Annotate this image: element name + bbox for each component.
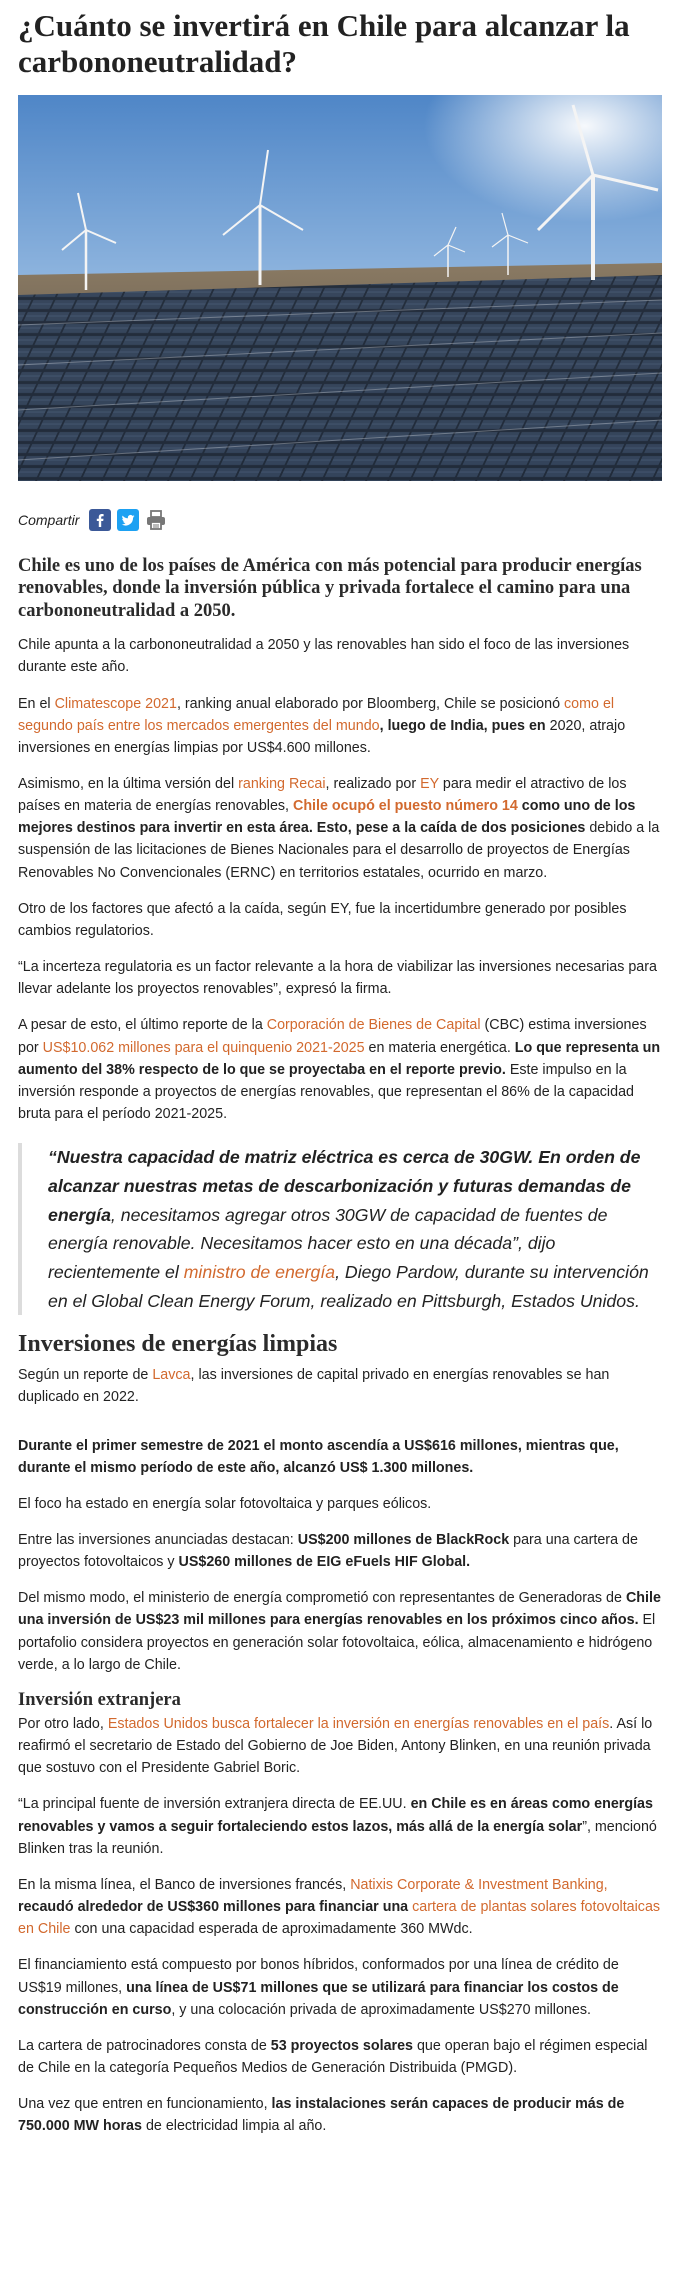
paragraph-2: En el Climatescope 2021, ranking anual elaborado por Bloomberg, Chile se posicionó como el segundo país entre los mercados emergentes del mundo, luego de India, pues en 2020, atrajo inversiones en energías limpias por US$4.600 millones. (18, 695, 626, 756)
ey-link[interactable]: EY (420, 776, 439, 792)
article (0, 8, 680, 2137)
paragraph-9: El foco ha estado en energía solar fotovoltaica y parques eólicos. (18, 1495, 432, 1512)
paragraph-11: Del mismo modo, el ministerio de energía comprometió con representantes de Generadoras de Chile una inversión de US$23 mil millones para energías renovables en los próximos cinco años. El portafolio considera proyectos en generación solar fotovoltaica, eólica, almacenamiento e hidrógeno verde, a lo largo de Chile. (18, 1590, 661, 1673)
cbc-link[interactable]: Corporación de Bienes de Capital (266, 1017, 481, 1034)
paragraph-17: Una vez que entren en funcionamiento, las instalaciones serán capaces de producir más de 750.000 MW horas de electricidad limpia al año. (18, 2096, 625, 2135)
ranking-recai-link[interactable]: ranking Recai (238, 776, 326, 792)
paragraph-15: El financiamiento está compuesto por bonos híbridos, conformados por una línea de crédito de US$19 millones, una línea de US$71 millones que se utilizará para financiar los costos de construcción en curso, y una colocación privada de aproximadamente US$270 millones. (18, 1957, 619, 2018)
paragraph-4: Otro de los factores que afectó a la caída, según EY, fue la incertidumbre generado por posibles cambios regulatorios. (18, 900, 627, 939)
paragraph-8: Durante el primer semestre de 2021 el monto ascendía a US$616 millones, mientras que, durante el mismo período de este año, alcanzó US$ 1.300 millones. (18, 1437, 619, 1476)
paragraph-14: En la misma línea, el Banco de inversiones francés, Natixis Corporate & Investment Banking, recaudó alrededor de US$360 millones para financiar una cartera de plantas solares fotovoltaicas en Chile con una capacidad esperada de aproximadamente 360 MWdc. (18, 1876, 661, 1938)
section-heading-inversiones: Inversiones de energías limpias (18, 1331, 338, 1358)
page-title: ¿Cuánto se invertirá en Chile para alcanzar la carbononeutralidad? (18, 8, 630, 80)
paragraph-16: La cartera de patrocinadores consta de 53 proyectos solares que operan bajo el régimen especial de Chile en la categoría Pequeños Medios de Generación Distribuida (PMGD). (18, 2037, 648, 2076)
facebook-icon[interactable] (89, 509, 111, 531)
pull-quote: “Nuestra capacidad de matriz eléctrica es cerca de 30GW. En orden de alcanzar nuestras metas de descarbonización y futuras demandas de energía, necesitamos agregar otros 30GW de capacidad de fuentes de energía renovable. Necesitamos hacer esto en una década”, dijo recientemente el ministro de energía, Diego Pardow, durante su intervención en el Global Clean Energy Forum, realizado en Pittsburgh, Estados Unidos. (18, 1143, 662, 1315)
print-icon[interactable] (145, 509, 167, 531)
estados-unidos-link[interactable]: Estados Unidos busca fortalecer la inversión en energías renovables en el país (107, 1715, 610, 1732)
paragraph-7: Según un reporte de Lavca, las inversiones de capital privado en energías renovables se han duplicado en 2022. (18, 1367, 610, 1406)
paragraph-13: “La principal fuente de inversión extranjera directa de EE.UU. en Chile es en áreas como energías renovables y vamos a seguir fortaleciendo estos lazos, más allá de la energía solar”, mencionó Blinken tras la reunión. (18, 1796, 657, 1857)
section-heading-inversion-extranjera: Inversión extranjera (18, 1689, 181, 1710)
lavca-link[interactable]: Lavca (152, 1367, 191, 1384)
inversiones-cbc-link[interactable]: US$10.062 millones para el quinquenio 2021-2025 (42, 1039, 365, 1056)
natixis-link[interactable]: Natixis Corporate & Investment Banking, (350, 1876, 608, 1893)
paragraph-10: Entre las inversiones anunciadas destacan: US$200 millones de BlackRock para una cartera de proyectos fotovoltaicos y US$260 millones de EIG eFuels HIF Global. (18, 1532, 638, 1571)
paragraph-6: A pesar de esto, el último reporte de la Corporación de Bienes de Capital (CBC) estima inversiones por US$10.062 millones para el quinquenio 2021-2025 en materia energética. Lo que representa un aumento del 38% respecto de lo que se proyectaba en el reporte previo. Este impulso en la inversión responde a proyectos de energías renovables, que representan el 86% de la capacidad bruta para el período 2021-2025. (18, 1017, 661, 1123)
puesto-14-link[interactable]: Chile ocupó el puesto número 14 (293, 798, 518, 815)
paragraph-1: Chile apunta a la carbononeutralidad a 2050 y las renovables han sido el foco de las inversiones durante este año. (18, 637, 630, 676)
lead-paragraph: Chile es uno de los países de América con más potencial para producir energías renovables, donde la inversión pública y privada fortalece el camino para una carbononeutralidad a 2050. (18, 555, 642, 621)
climatescope-link[interactable]: Climatescope 2021 (54, 695, 177, 712)
cartera-plantas-link[interactable]: cartera de plantas solares fotovoltaicas en Chile (18, 1899, 661, 1938)
share-label: Compartir (18, 511, 80, 528)
segundo-pais-link[interactable]: como el segundo país entre los mercados emergentes del mundo (18, 695, 615, 734)
paragraph-5: “La incerteza regulatoria es un factor relevante a la hora de viabilizar las inversiones necesarias para llevar adelante los proyectos renovables”, expresó la firma. (18, 959, 657, 998)
paragraph-3: Asimismo, en la última versión del ranking Recai, realizado por EY para medir el atractivo de los países en materia de energías renovables, Chile ocupó el puesto número 14 como uno de los mejores destinos para invertir en esta área. Esto, pese a la caída de dos posiciones debido a la suspensión de las licitaciones de Bienes Nacionales para el desarrollo de proyectos de Energías Renovables No Convencionales (ERNC) en territorios estatales, ocurrido en marzo. (18, 776, 660, 881)
paragraph-12: Por otro lado, Estados Unidos busca fortalecer la inversión en energías renovables en el país. Así lo reafirmó el secretario de Estado del Gobierno de Joe Biden, Antony Blinken, en una reunión privada que sostuvo con el Presidente Gabriel Boric. (18, 1715, 653, 1777)
share-bar (18, 509, 662, 531)
twitter-icon[interactable] (117, 509, 139, 531)
hero-image-solar-wind-farm (18, 95, 662, 481)
ministro-energia-link[interactable]: ministro de energía (183, 1261, 336, 1282)
